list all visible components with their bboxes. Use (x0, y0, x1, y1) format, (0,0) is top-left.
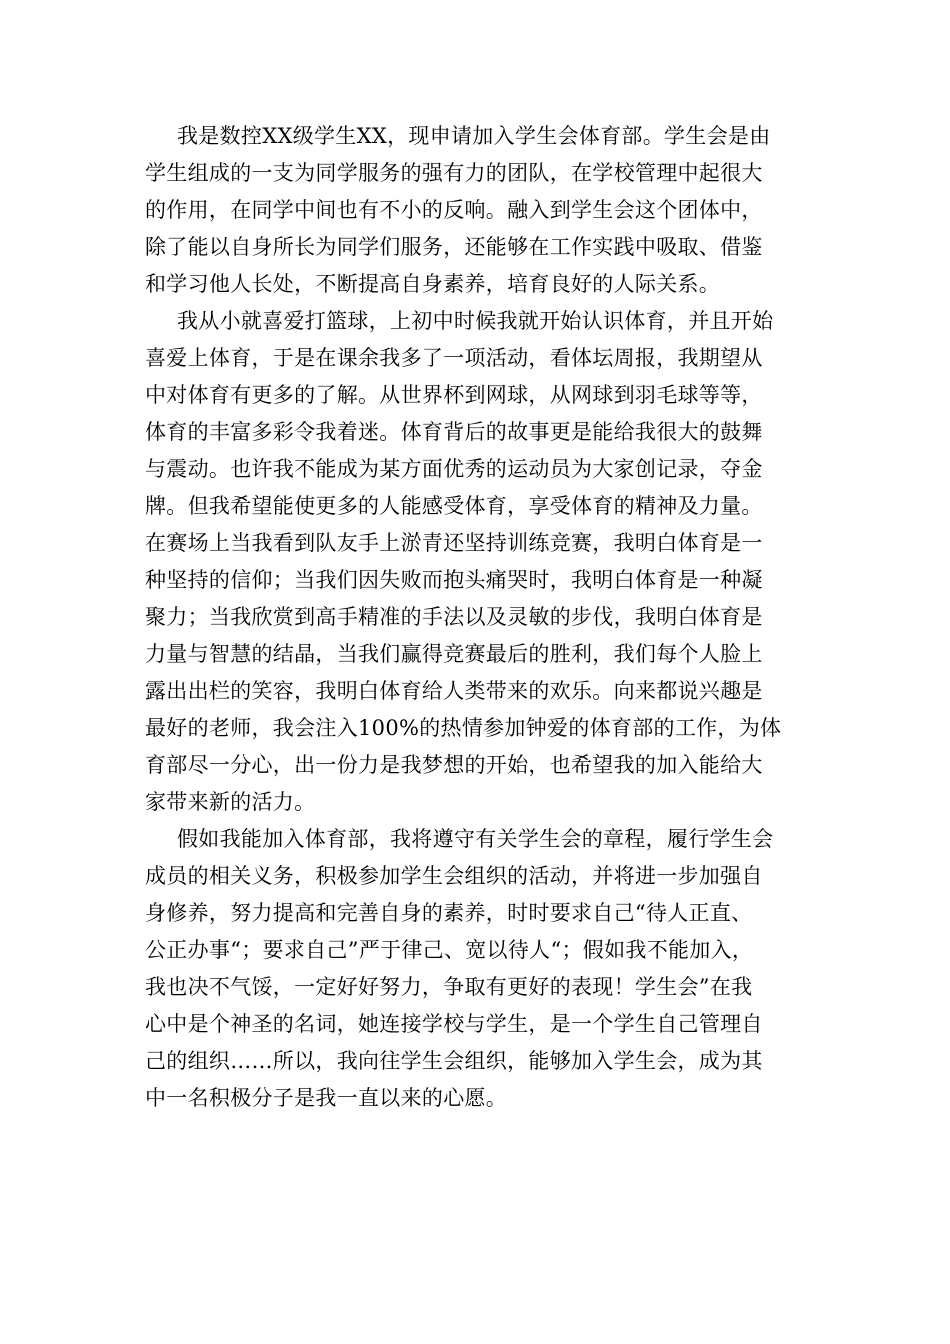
text-line: 除了能以自身所长为同学们服务，还能够在工作实践中吸取、借鉴 (145, 235, 763, 259)
text-line: 学生组成的一支为同学服务的强有力的团队，在学校管理中起很大 (145, 161, 763, 185)
text-line: 体育的丰富多彩令我着迷。体育背后的故事更是能给我很大的鼓舞 (145, 420, 763, 444)
paragraph-2 (145, 303, 807, 821)
text-line: 牌。但我希望能使更多的人能感受体育，享受体育的精神及力量。 (145, 494, 763, 518)
text-line: 成员的相关义务，积极参加学生会组织的活动，并将进一步加强自 (145, 864, 763, 888)
text-line: 心中是个神圣的名词，她连接学校与学生，是一个学生自己管理自 (145, 1012, 763, 1036)
text-line: 中对体育有更多的了解。从世界杯到网球，从网球到羽毛球等等， (145, 383, 763, 407)
paragraph-1 (145, 118, 807, 303)
text-line: 力量与智慧的结晶，当我们赢得竞赛最后的胜利，我们每个人脸上 (145, 642, 763, 666)
text-line: 的作用，在同学中间也有不小的反响。融入到学生会这个团体中， (145, 198, 763, 222)
text-line: 在赛场上当我看到队友手上淤青还坚持训练竞赛，我明白体育是一 (145, 531, 763, 555)
text-line: 身修养，努力提高和完善自身的素养，时时要求自己“待人正直、 (145, 901, 753, 925)
text-line: 公正办事“；要求自己”严于律己、宽以待人“；假如我不能加入， (145, 938, 754, 962)
text-line: 中一名积极分子是我一直以来的心愿。 (145, 1086, 508, 1110)
document-body (145, 118, 807, 1117)
text-line: 我也决不气馁，一定好好努力，争取有更好的表现！学生会”在我 (145, 975, 753, 999)
paragraph-3 (145, 821, 807, 1117)
text-line: 己的组织……所以，我向往学生会组织，能够加入学生会，成为其 (145, 1049, 763, 1073)
text-line: 我从小就喜爱打篮球，上初中时候我就开始认识体育，并且开始 (177, 309, 774, 333)
text-line: 与震动。也许我不能成为某方面优秀的运动员为大家创记录，夺金 (145, 457, 763, 481)
text-line: 喜爱上体育，于是在课余我多了一项活动，看体坛周报，我期望从 (145, 346, 763, 370)
text-line: 露出出栏的笑容，我明白体育给人类带来的欢乐。向来都说兴趣是 (145, 679, 763, 703)
text-line: 我是数控XX级学生XX，现申请加入学生会体育部。学生会是由 (177, 124, 771, 148)
text-line: 育部尽一分心，出一份力是我梦想的开始，也希望我的加入能给大 (145, 753, 763, 777)
text-line: 聚力；当我欣赏到高手精准的手法以及灵敏的步伐，我明白体育是 (145, 605, 763, 629)
text-line: 家带来新的活力。 (145, 790, 316, 814)
text-line: 假如我能加入体育部，我将遵守有关学生会的章程，履行学生会 (177, 827, 774, 851)
text-line: 最好的老师，我会注入100%的热情参加钟爱的体育部的工作，为体 (145, 716, 782, 740)
text-line: 种坚持的信仰；当我们因失败而抱头痛哭时，我明白体育是一种凝 (145, 568, 763, 592)
text-line: 和学习他人长处，不断提高自身素养，培育良好的人际关系。 (145, 272, 721, 296)
